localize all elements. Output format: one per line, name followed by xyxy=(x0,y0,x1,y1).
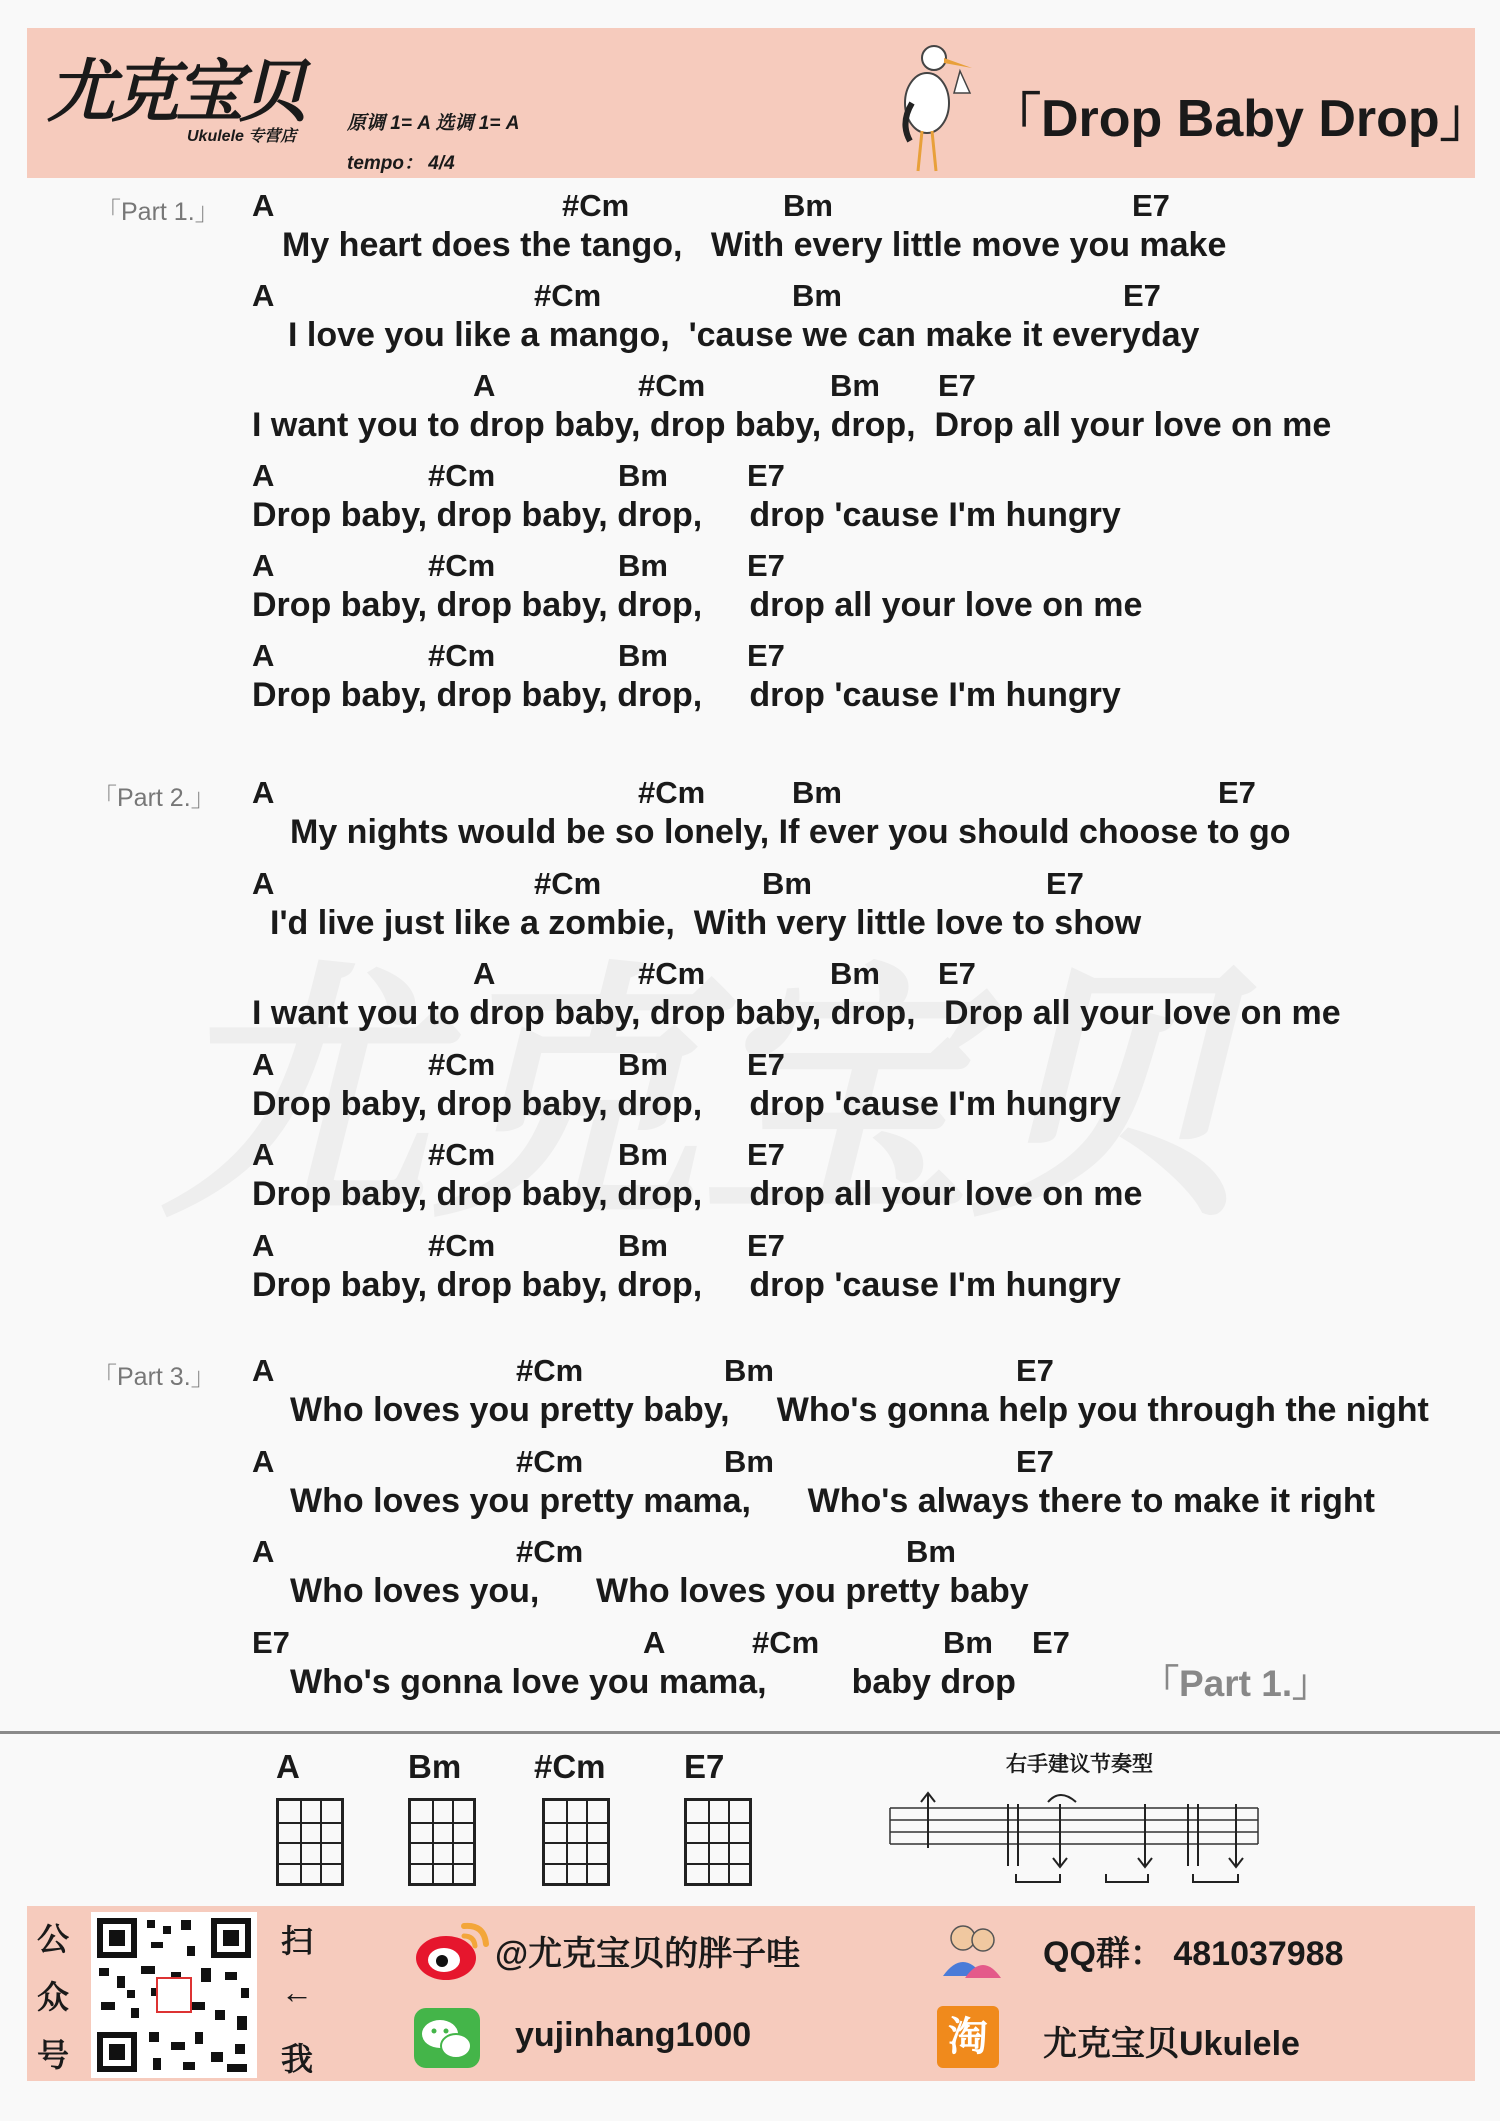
chord-label: E7 xyxy=(1123,278,1161,313)
chord-label: Bm xyxy=(830,368,880,403)
chord-label: A xyxy=(252,1353,275,1388)
lyric-line: Drop baby, drop baby, drop, drop 'cause I'm hungry xyxy=(252,1265,1121,1304)
chord-label: E7 xyxy=(938,956,976,991)
chord-label: #Cm xyxy=(428,638,496,673)
chord-label: #Cm xyxy=(562,188,630,223)
chord-label: #Cm xyxy=(638,368,706,403)
chord-label: Bm xyxy=(618,638,668,673)
chord-label: A xyxy=(252,1227,275,1263)
chord-label: E7 xyxy=(1016,1353,1054,1388)
scan-char: 扫 xyxy=(281,1923,314,1959)
lyric-line: Who's gonna love you mama, baby drop xyxy=(290,1662,1016,1701)
chord-label: Bm xyxy=(724,1443,774,1479)
lyric-line: My nights would be so lonely, If ever you should choose to go xyxy=(290,813,1291,851)
chord-label: #Cm xyxy=(428,1137,496,1172)
chord-label: #Cm xyxy=(752,1624,820,1660)
chord-label: Bm xyxy=(792,278,842,313)
lyric-line: Who loves you pretty mama, Who's always there to make it right xyxy=(290,1481,1375,1520)
scan-char: ← xyxy=(281,1974,313,2010)
chord-label: #Cm xyxy=(428,1227,496,1263)
qr-code-icon[interactable] xyxy=(91,1912,257,2078)
part-label: 「Part 2.」 xyxy=(92,784,216,812)
chord-label: E7 xyxy=(938,368,976,403)
scan-char: 我 xyxy=(281,2041,314,2077)
chord-label: E7 xyxy=(747,548,785,583)
lyric-line: I'd live just like a zombie, With very little love to show xyxy=(270,903,1142,942)
lyric-line: I want you to drop baby, drop baby, drop, Drop all your love on me xyxy=(252,994,1341,1032)
chord-label: A xyxy=(252,1137,275,1172)
chord-label: Bm xyxy=(906,1534,956,1569)
chord-label: A xyxy=(643,1624,666,1660)
chord-fretboard xyxy=(276,1798,344,1886)
chord-label: Bm xyxy=(618,548,668,583)
chord-label: E7 xyxy=(1046,865,1084,901)
header-banner xyxy=(27,28,1492,178)
qq-group: QQ群： 481037988 xyxy=(1043,1935,1344,1973)
tempo-info: tempo： 4/4 xyxy=(347,153,455,174)
chord-label: E7 xyxy=(1016,1443,1054,1479)
footer-banner xyxy=(27,1906,1475,2081)
chord-label: Bm xyxy=(792,775,842,810)
wechat-id: yujinhang1000 xyxy=(515,2016,752,2054)
chord-diagram-name: A xyxy=(276,1748,300,1785)
chord-label: E7 xyxy=(747,458,785,493)
logo-subtitle: Ukulele 专营店 xyxy=(187,128,297,145)
chord-label: #Cm xyxy=(428,1046,496,1082)
chord-label: A xyxy=(473,368,496,403)
chord-fretboard xyxy=(408,1798,476,1886)
chord-label: Bm xyxy=(618,1137,668,1172)
qq-group-icon[interactable] xyxy=(937,1918,1007,1982)
chord-label: A xyxy=(252,1443,275,1479)
chord-label: #Cm xyxy=(638,775,706,810)
chord-label: E7 xyxy=(1132,188,1170,223)
chord-label: Bm xyxy=(618,1227,668,1263)
lyric-line: I want you to drop baby, drop baby, drop, Drop all your love on me xyxy=(252,406,1332,444)
part-label: 「Part 3.」 xyxy=(92,1363,216,1391)
lyric-line: I love you like a mango, 'cause we can make it everyday xyxy=(288,316,1200,354)
lyric-line: Drop baby, drop baby, drop, drop 'cause I'm hungry xyxy=(252,496,1121,534)
gzh-char: 众 xyxy=(37,1979,70,2015)
chord-label: E7 xyxy=(747,1046,785,1082)
chord-fretboard xyxy=(684,1798,752,1886)
chord-label: Bm xyxy=(783,188,833,223)
song-title: 「Drop Baby Drop」 xyxy=(989,90,1492,148)
lyric-line: Drop baby, drop baby, drop, drop all your love on me xyxy=(252,586,1143,624)
gzh-char: 号 xyxy=(37,2037,70,2073)
chord-diagram-name: E7 xyxy=(684,1748,725,1785)
chord-label: A xyxy=(252,1534,275,1569)
chord-label: #Cm xyxy=(638,956,706,991)
chord-diagram-name: Bm xyxy=(408,1748,462,1785)
rhythm-label: 右手建议节奏型 xyxy=(1006,1753,1153,1776)
chord-label: #Cm xyxy=(534,865,602,901)
chord-label: #Cm xyxy=(516,1534,584,1569)
chord-label: E7 xyxy=(747,638,785,673)
chord-label: #Cm xyxy=(534,278,602,313)
chord-label: E7 xyxy=(1218,775,1256,810)
chord-fretboard xyxy=(542,1798,610,1886)
wechat-icon[interactable] xyxy=(412,2006,482,2070)
chord-diagram-name: #Cm xyxy=(534,1748,606,1785)
lyric-line: Who loves you pretty baby, Who's gonna help you through the night xyxy=(290,1391,1429,1429)
chord-label: Bm xyxy=(724,1353,774,1388)
chord-label: #Cm xyxy=(516,1443,584,1479)
chord-label: A xyxy=(252,775,275,810)
part1-return-marker: 「Part 1.」 xyxy=(1142,1663,1330,1704)
lyric-line: My heart does the tango, With every little move you make xyxy=(282,226,1227,264)
chord-label: A xyxy=(252,458,275,493)
part-label: 「Part 1.」 xyxy=(96,198,220,226)
taobao-shop: 尤克宝贝Ukulele xyxy=(1043,2025,1300,2063)
chord-label: A xyxy=(252,188,275,223)
lyric-line: Drop baby, drop baby, drop, drop 'cause I'm hungry xyxy=(252,676,1121,714)
chord-label: #Cm xyxy=(428,548,496,583)
lyric-line: Who loves you, Who loves you pretty baby xyxy=(290,1572,1029,1610)
logo: 尤克宝贝 xyxy=(47,52,304,132)
chord-label: A xyxy=(252,865,275,901)
chord-label: E7 xyxy=(747,1227,785,1263)
chord-label: A xyxy=(252,278,275,313)
chord-label: #Cm xyxy=(516,1353,584,1388)
weibo-icon[interactable] xyxy=(412,1918,492,1984)
chord-label: E7 xyxy=(1032,1624,1070,1660)
divider xyxy=(0,1731,1500,1734)
rhythm-pattern xyxy=(888,1790,1264,1890)
chord-label: Bm xyxy=(618,458,668,493)
stork-icon xyxy=(872,33,982,173)
key-info: 原调 1= A 选调 1= A xyxy=(347,113,520,134)
lyric-line: Drop baby, drop baby, drop, drop 'cause I'm hungry xyxy=(252,1084,1121,1123)
chord-label: E7 xyxy=(747,1137,785,1172)
chord-label: A xyxy=(252,1046,275,1082)
weibo-handle: @尤克宝贝的胖子哇 xyxy=(495,1935,801,1973)
chord-label: Bm xyxy=(618,1046,668,1082)
chord-label: E7 xyxy=(252,1624,290,1660)
chord-label: Bm xyxy=(830,956,880,991)
chord-label: A xyxy=(252,548,275,583)
gzh-char: 公 xyxy=(37,1921,70,1957)
taobao-icon[interactable]: 淘 xyxy=(937,2006,999,2068)
chord-label: Bm xyxy=(762,865,812,901)
chord-label: Bm xyxy=(943,1624,993,1660)
lyric-line: Drop baby, drop baby, drop, drop all your love on me xyxy=(252,1175,1143,1213)
chord-label: #Cm xyxy=(428,458,496,493)
chord-label: A xyxy=(252,638,275,673)
chord-label: A xyxy=(473,956,496,991)
